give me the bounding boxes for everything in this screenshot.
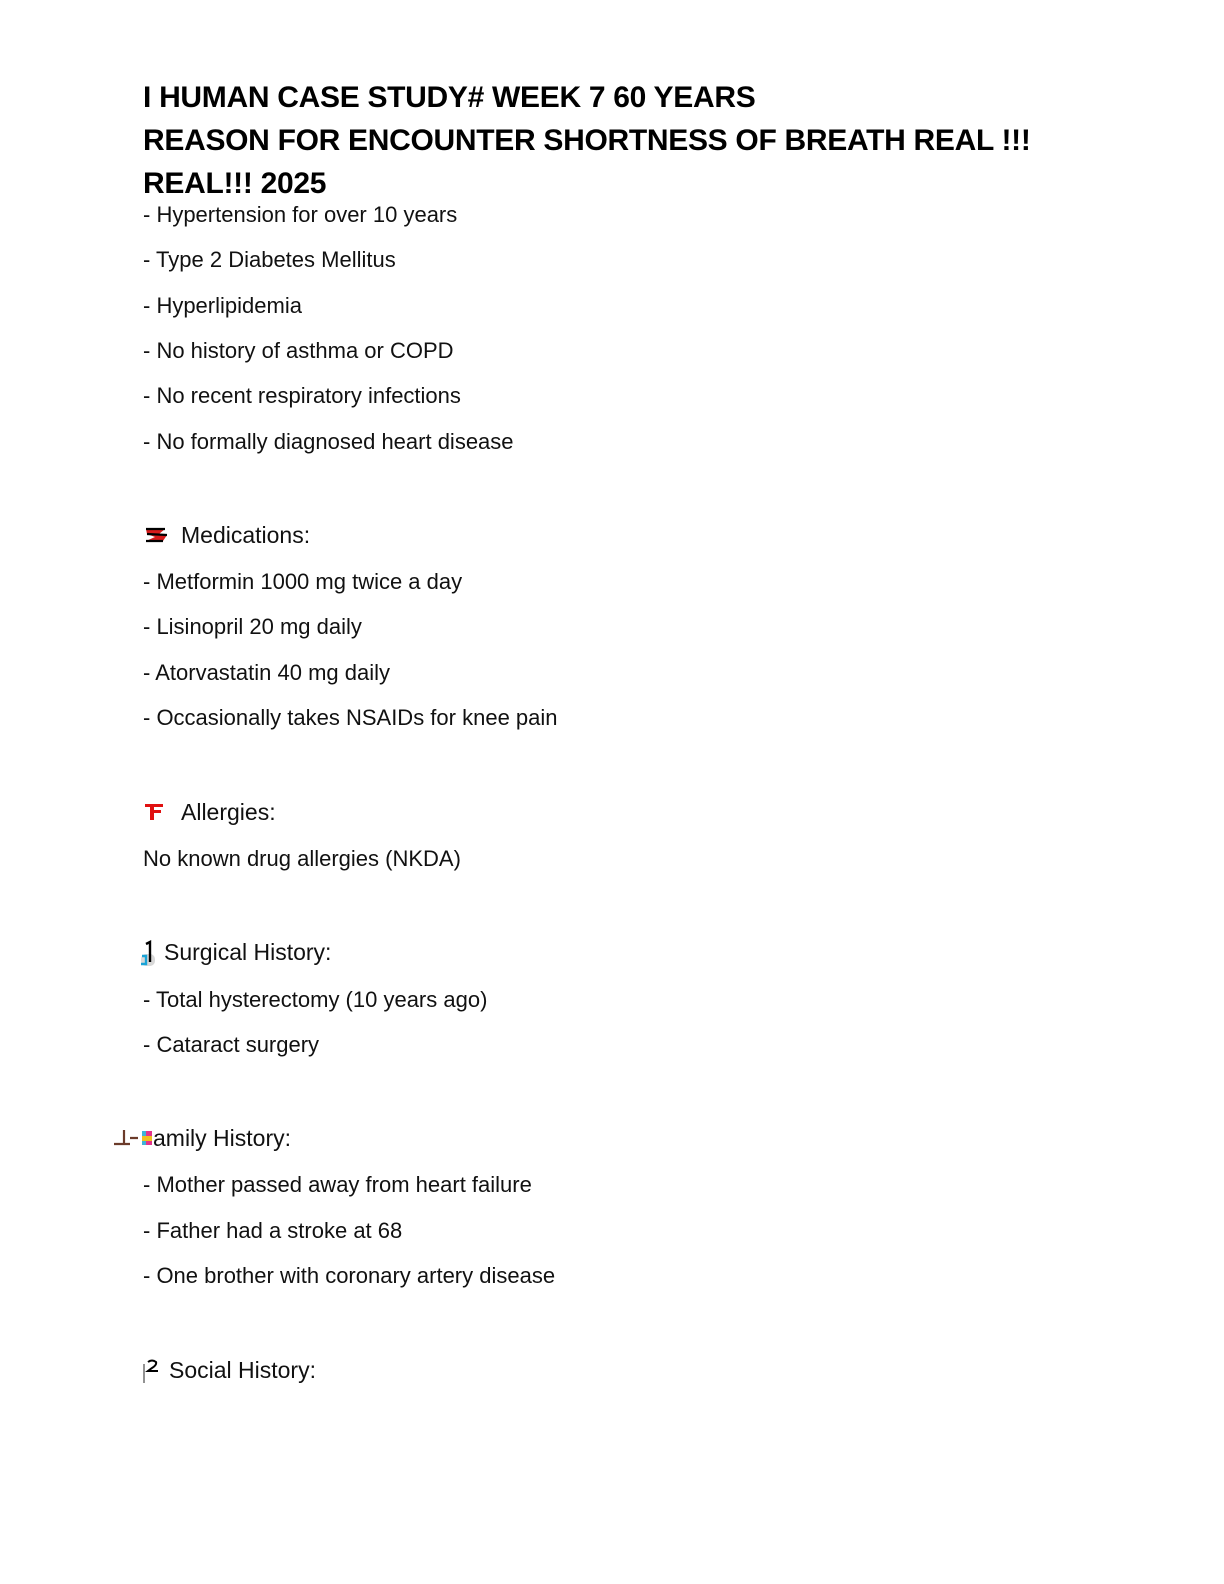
medication-item: - Lisinopril 20 mg daily [143,614,362,639]
history-item: - No history of asthma or COPD [143,338,454,363]
social-heading: Social History: [169,1357,316,1383]
surgical-item: - Total hysterectomy (10 years ago) [143,987,488,1012]
family-item: - Father had a stroke at 68 [143,1218,403,1243]
family-icon [112,1126,154,1150]
allergy-item: No known drug allergies (NKDA) [143,846,461,871]
history-item: - No recent respiratory infections [143,383,461,408]
page-title [143,76,1143,205]
warning-icon [143,801,165,821]
medication-item: - Atorvastatin 40 mg daily [143,660,391,685]
history-item: - Hypertension for over 10 years [143,202,458,227]
history-item: - Hyperlipidemia [143,293,302,318]
family-heading: amily History: [153,1125,292,1151]
family-item: - One brother with coronary artery disease [143,1263,556,1288]
medication-item: - Occasionally takes NSAIDs for knee pain [143,705,558,730]
title-line-1: I HUMAN CASE STUDY# WEEK 7 60 YEARS [143,81,756,114]
medication-item: - Metformin 1000 mg twice a day [143,569,463,594]
history-item: - No formally diagnosed heart disease [143,429,514,454]
surgical-heading: Surgical History: [164,939,332,965]
pill-icon [143,526,171,544]
title-line-3: REAL!!! 2025 [143,167,327,200]
scalpel-icon [138,940,166,968]
allergies-heading: Allergies: [181,799,276,825]
title-line-2: REASON FOR ENCOUNTER SHORTNESS OF BREATH REAL !!! [143,124,1031,157]
person-icon [142,1358,164,1384]
history-item: - Type 2 Diabetes Mellitus [143,247,396,272]
family-item: - Mother passed away from heart failure [143,1172,532,1197]
medications-heading: Medications: [181,522,311,548]
surgical-item: - Cataract surgery [143,1032,320,1057]
